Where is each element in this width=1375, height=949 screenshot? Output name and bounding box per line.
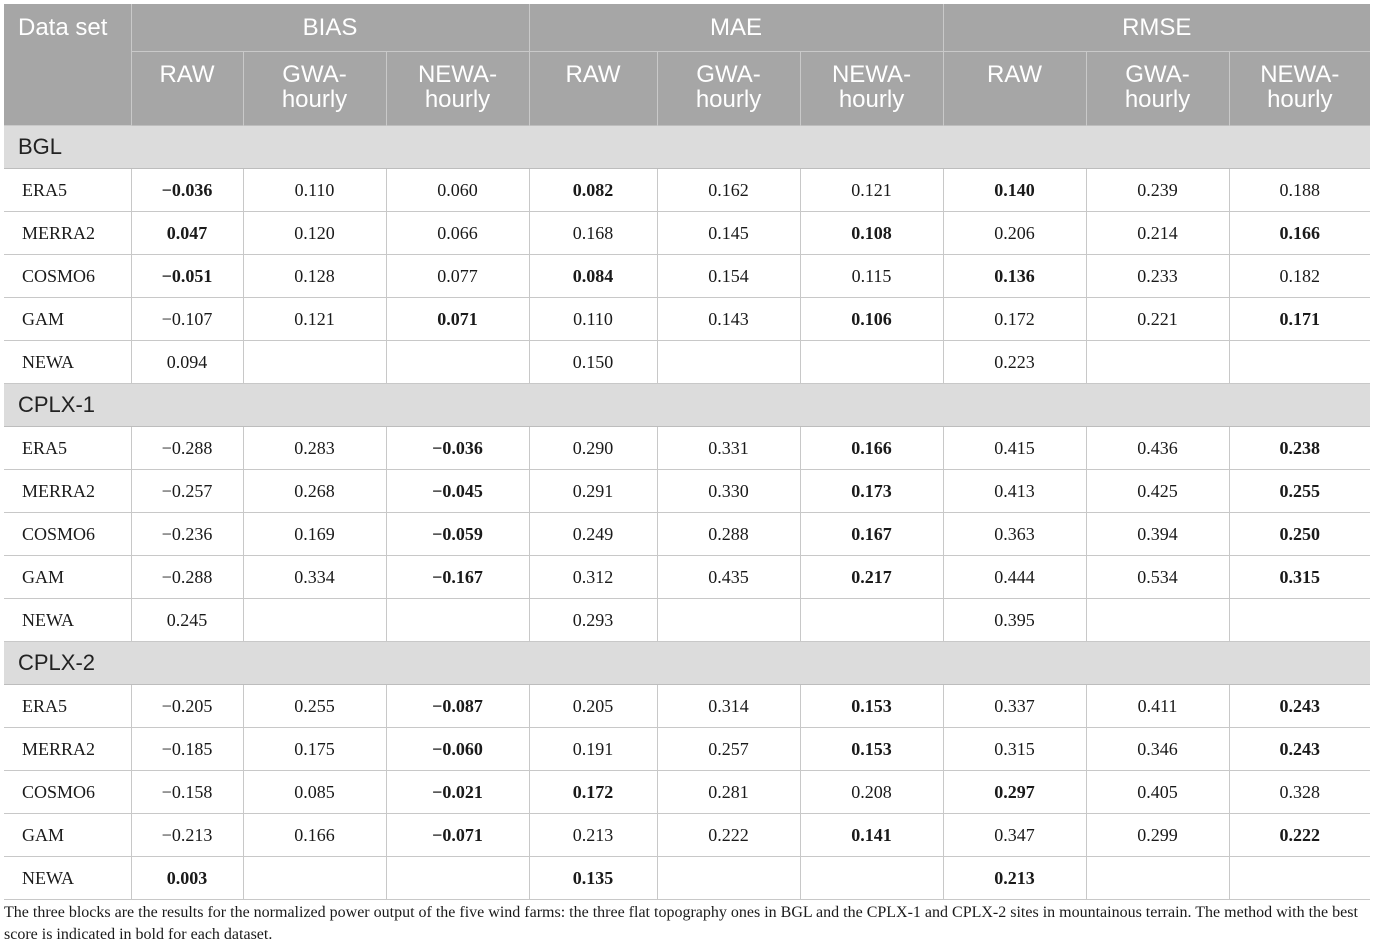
table-row xyxy=(4,513,1370,556)
table-row xyxy=(4,341,1370,384)
table-cell: 0.334 xyxy=(243,556,386,599)
table-cell: 0.191 xyxy=(529,728,657,771)
table-cell xyxy=(800,341,943,384)
subcolumn-label: RAW xyxy=(159,61,215,88)
table-cell: 0.214 xyxy=(1086,212,1229,255)
row-dataset-name: MERRA2 xyxy=(4,728,131,771)
table-cell xyxy=(1229,341,1370,384)
row-dataset-name: NEWA xyxy=(4,599,131,642)
table-cell: −0.060 xyxy=(386,728,529,771)
table-cell: 0.328 xyxy=(1229,771,1370,814)
row-dataset-name: MERRA2 xyxy=(4,470,131,513)
header-data-set: Data set xyxy=(4,4,131,126)
row-dataset-name: ERA5 xyxy=(4,685,131,728)
table-cell: 0.281 xyxy=(657,771,800,814)
table-cell: 0.411 xyxy=(1086,685,1229,728)
results-table-container xyxy=(4,4,1370,900)
table-cell xyxy=(1229,599,1370,642)
table-cell xyxy=(1086,599,1229,642)
subcolumn-label: NEWA- hourly xyxy=(417,61,498,113)
table-cell: 0.121 xyxy=(243,298,386,341)
block-label: BGL xyxy=(4,126,1370,169)
table-cell: 0.238 xyxy=(1229,427,1370,470)
table-cell: 0.085 xyxy=(243,771,386,814)
table-row xyxy=(4,857,1370,900)
header-bias-newa-hourly xyxy=(386,52,529,126)
table-cell: −0.059 xyxy=(386,513,529,556)
table-cell: 0.413 xyxy=(943,470,1086,513)
table-row xyxy=(4,427,1370,470)
table-cell: −0.288 xyxy=(131,427,243,470)
table-row xyxy=(4,728,1370,771)
table-cell: 0.245 xyxy=(131,599,243,642)
table-cell: −0.107 xyxy=(131,298,243,341)
table-cell xyxy=(243,599,386,642)
table-cell: 0.222 xyxy=(657,814,800,857)
header-row-groups xyxy=(4,4,1370,52)
table-cell: 0.395 xyxy=(943,599,1086,642)
table-cell: 0.166 xyxy=(1229,212,1370,255)
table-cell: 0.205 xyxy=(529,685,657,728)
row-dataset-name: GAM xyxy=(4,556,131,599)
table-cell: 0.153 xyxy=(800,728,943,771)
table-cell: 0.166 xyxy=(800,427,943,470)
table-cell: 0.425 xyxy=(1086,470,1229,513)
subcolumn-label: GWA- hourly xyxy=(1124,61,1191,113)
table-cell: 0.106 xyxy=(800,298,943,341)
row-dataset-name: COSMO6 xyxy=(4,771,131,814)
table-cell: 0.405 xyxy=(1086,771,1229,814)
table-row xyxy=(4,169,1370,212)
table-cell xyxy=(657,857,800,900)
table-cell: 0.110 xyxy=(529,298,657,341)
table-cell: 0.145 xyxy=(657,212,800,255)
table-cell xyxy=(800,857,943,900)
table-cell: −0.236 xyxy=(131,513,243,556)
header-group-bias: BIAS xyxy=(131,4,529,52)
row-dataset-name: COSMO6 xyxy=(4,513,131,556)
table-cell: 0.436 xyxy=(1086,427,1229,470)
table-cell: 0.115 xyxy=(800,255,943,298)
table-cell: 0.167 xyxy=(800,513,943,556)
table-cell: 0.337 xyxy=(943,685,1086,728)
subcolumn-label: RAW xyxy=(986,61,1043,88)
row-dataset-name: ERA5 xyxy=(4,169,131,212)
table-cell: 0.249 xyxy=(529,513,657,556)
table-header xyxy=(4,4,1370,126)
table-cell xyxy=(800,599,943,642)
table-row xyxy=(4,298,1370,341)
table-cell: 0.084 xyxy=(529,255,657,298)
row-dataset-name: MERRA2 xyxy=(4,212,131,255)
table-cell: −0.167 xyxy=(386,556,529,599)
table-cell: 0.299 xyxy=(1086,814,1229,857)
table-cell: 0.173 xyxy=(800,470,943,513)
table-cell: 0.330 xyxy=(657,470,800,513)
table-cell: 0.140 xyxy=(943,169,1086,212)
table-row xyxy=(4,556,1370,599)
table-row xyxy=(4,599,1370,642)
table-cell: 0.331 xyxy=(657,427,800,470)
table-cell: 0.233 xyxy=(1086,255,1229,298)
table-cell: 0.222 xyxy=(1229,814,1370,857)
table-cell: 0.169 xyxy=(243,513,386,556)
table-cell: 0.415 xyxy=(943,427,1086,470)
table-cell: 0.534 xyxy=(1086,556,1229,599)
table-cell: 0.346 xyxy=(1086,728,1229,771)
header-mae-gwa-hourly xyxy=(657,52,800,126)
table-cell: 0.047 xyxy=(131,212,243,255)
table-cell: 0.154 xyxy=(657,255,800,298)
table-cell: 0.283 xyxy=(243,427,386,470)
table-cell: 0.110 xyxy=(243,169,386,212)
header-mae-raw xyxy=(529,52,657,126)
table-cell: −0.205 xyxy=(131,685,243,728)
table-cell xyxy=(657,599,800,642)
table-row xyxy=(4,771,1370,814)
header-rmse-gwa-hourly xyxy=(1086,52,1229,126)
table-cell: −0.051 xyxy=(131,255,243,298)
table-cell: 0.171 xyxy=(1229,298,1370,341)
header-row-subcolumns xyxy=(4,52,1370,126)
table-row xyxy=(4,212,1370,255)
table-cell: 0.168 xyxy=(529,212,657,255)
table-cell: −0.257 xyxy=(131,470,243,513)
table-cell: 0.290 xyxy=(529,427,657,470)
table-cell xyxy=(657,341,800,384)
table-cell: 0.223 xyxy=(943,341,1086,384)
table-cell: 0.255 xyxy=(243,685,386,728)
table-cell: 0.297 xyxy=(943,771,1086,814)
table-cell: 0.121 xyxy=(800,169,943,212)
table-cell: 0.314 xyxy=(657,685,800,728)
header-mae-newa-hourly xyxy=(800,52,943,126)
table-cell: 0.435 xyxy=(657,556,800,599)
table-cell: 0.243 xyxy=(1229,728,1370,771)
table-row xyxy=(4,255,1370,298)
table-cell: 0.312 xyxy=(529,556,657,599)
table-cell: −0.036 xyxy=(386,427,529,470)
header-group-rmse: RMSE xyxy=(943,4,1370,52)
table-cell: 0.077 xyxy=(386,255,529,298)
table-cell: 0.153 xyxy=(800,685,943,728)
table-cell: 0.213 xyxy=(529,814,657,857)
subcolumn-label: GWA- hourly xyxy=(281,61,348,113)
table-cell: 0.166 xyxy=(243,814,386,857)
table-cell: 0.217 xyxy=(800,556,943,599)
table-cell: 0.150 xyxy=(529,341,657,384)
table-cell: −0.071 xyxy=(386,814,529,857)
table-cell: −0.288 xyxy=(131,556,243,599)
table-body xyxy=(4,126,1370,900)
row-dataset-name: COSMO6 xyxy=(4,255,131,298)
header-rmse-newa-hourly xyxy=(1229,52,1370,126)
table-footnote: The three blocks are the results for the normalized power output of the five wind farms: the three flat topography ones in BGL and the CPLX-1 and CPLX-2 sites in mountainous terrain. The method with the best score is indicated in bold for each dataset. xyxy=(4,904,1358,943)
table-cell: 0.239 xyxy=(1086,169,1229,212)
block-label: CPLX-2 xyxy=(4,642,1370,685)
table-cell: 0.135 xyxy=(529,857,657,900)
subcolumn-label: NEWA- hourly xyxy=(831,61,912,113)
table-cell: 0.108 xyxy=(800,212,943,255)
table-cell: 0.162 xyxy=(657,169,800,212)
block-label: CPLX-1 xyxy=(4,384,1370,427)
subcolumn-label: NEWA- hourly xyxy=(1260,61,1340,113)
table-cell xyxy=(386,341,529,384)
table-cell: −0.158 xyxy=(131,771,243,814)
row-dataset-name: NEWA xyxy=(4,857,131,900)
table-cell: −0.213 xyxy=(131,814,243,857)
table-cell: −0.036 xyxy=(131,169,243,212)
table-cell: 0.136 xyxy=(943,255,1086,298)
table-cell: 0.293 xyxy=(529,599,657,642)
row-dataset-name: ERA5 xyxy=(4,427,131,470)
results-table xyxy=(4,4,1370,900)
table-cell xyxy=(243,341,386,384)
table-cell: −0.045 xyxy=(386,470,529,513)
table-cell: 0.268 xyxy=(243,470,386,513)
table-cell: 0.188 xyxy=(1229,169,1370,212)
table-cell: −0.185 xyxy=(131,728,243,771)
table-cell: 0.255 xyxy=(1229,470,1370,513)
header-bias-raw xyxy=(131,52,243,126)
table-cell: 0.071 xyxy=(386,298,529,341)
header-bias-gwa-hourly xyxy=(243,52,386,126)
table-cell: −0.021 xyxy=(386,771,529,814)
block-header-row xyxy=(4,642,1370,685)
table-cell: 0.066 xyxy=(386,212,529,255)
table-cell xyxy=(1086,341,1229,384)
table-cell: 0.315 xyxy=(1229,556,1370,599)
table-cell: 0.206 xyxy=(943,212,1086,255)
row-dataset-name: GAM xyxy=(4,814,131,857)
table-cell: 0.243 xyxy=(1229,685,1370,728)
block-header-row xyxy=(4,126,1370,169)
table-cell: 0.172 xyxy=(529,771,657,814)
table-cell: 0.250 xyxy=(1229,513,1370,556)
table-cell: 0.363 xyxy=(943,513,1086,556)
row-dataset-name: GAM xyxy=(4,298,131,341)
table-cell xyxy=(386,599,529,642)
table-cell: 0.221 xyxy=(1086,298,1229,341)
table-cell xyxy=(386,857,529,900)
table-row xyxy=(4,814,1370,857)
table-cell: 0.141 xyxy=(800,814,943,857)
table-cell: 0.094 xyxy=(131,341,243,384)
table-cell: 0.288 xyxy=(657,513,800,556)
table-cell: 0.082 xyxy=(529,169,657,212)
table-cell: 0.315 xyxy=(943,728,1086,771)
table-cell xyxy=(1086,857,1229,900)
table-cell: 0.213 xyxy=(943,857,1086,900)
table-row xyxy=(4,470,1370,513)
table-cell: −0.087 xyxy=(386,685,529,728)
table-cell: 0.444 xyxy=(943,556,1086,599)
table-cell xyxy=(1229,857,1370,900)
table-cell: 0.347 xyxy=(943,814,1086,857)
table-cell: 0.128 xyxy=(243,255,386,298)
table-row xyxy=(4,685,1370,728)
subcolumn-label: GWA- hourly xyxy=(695,61,762,113)
header-rmse-raw xyxy=(943,52,1086,126)
table-cell: 0.143 xyxy=(657,298,800,341)
subcolumn-label: RAW xyxy=(565,61,621,88)
header-group-mae: MAE xyxy=(529,4,943,52)
table-cell: 0.208 xyxy=(800,771,943,814)
block-header-row xyxy=(4,384,1370,427)
table-cell xyxy=(243,857,386,900)
table-cell: 0.120 xyxy=(243,212,386,255)
table-cell: 0.291 xyxy=(529,470,657,513)
table-cell: 0.394 xyxy=(1086,513,1229,556)
table-cell: 0.182 xyxy=(1229,255,1370,298)
table-cell: 0.060 xyxy=(386,169,529,212)
table-cell: 0.257 xyxy=(657,728,800,771)
row-dataset-name: NEWA xyxy=(4,341,131,384)
table-cell: 0.175 xyxy=(243,728,386,771)
table-cell: 0.172 xyxy=(943,298,1086,341)
table-cell: 0.003 xyxy=(131,857,243,900)
